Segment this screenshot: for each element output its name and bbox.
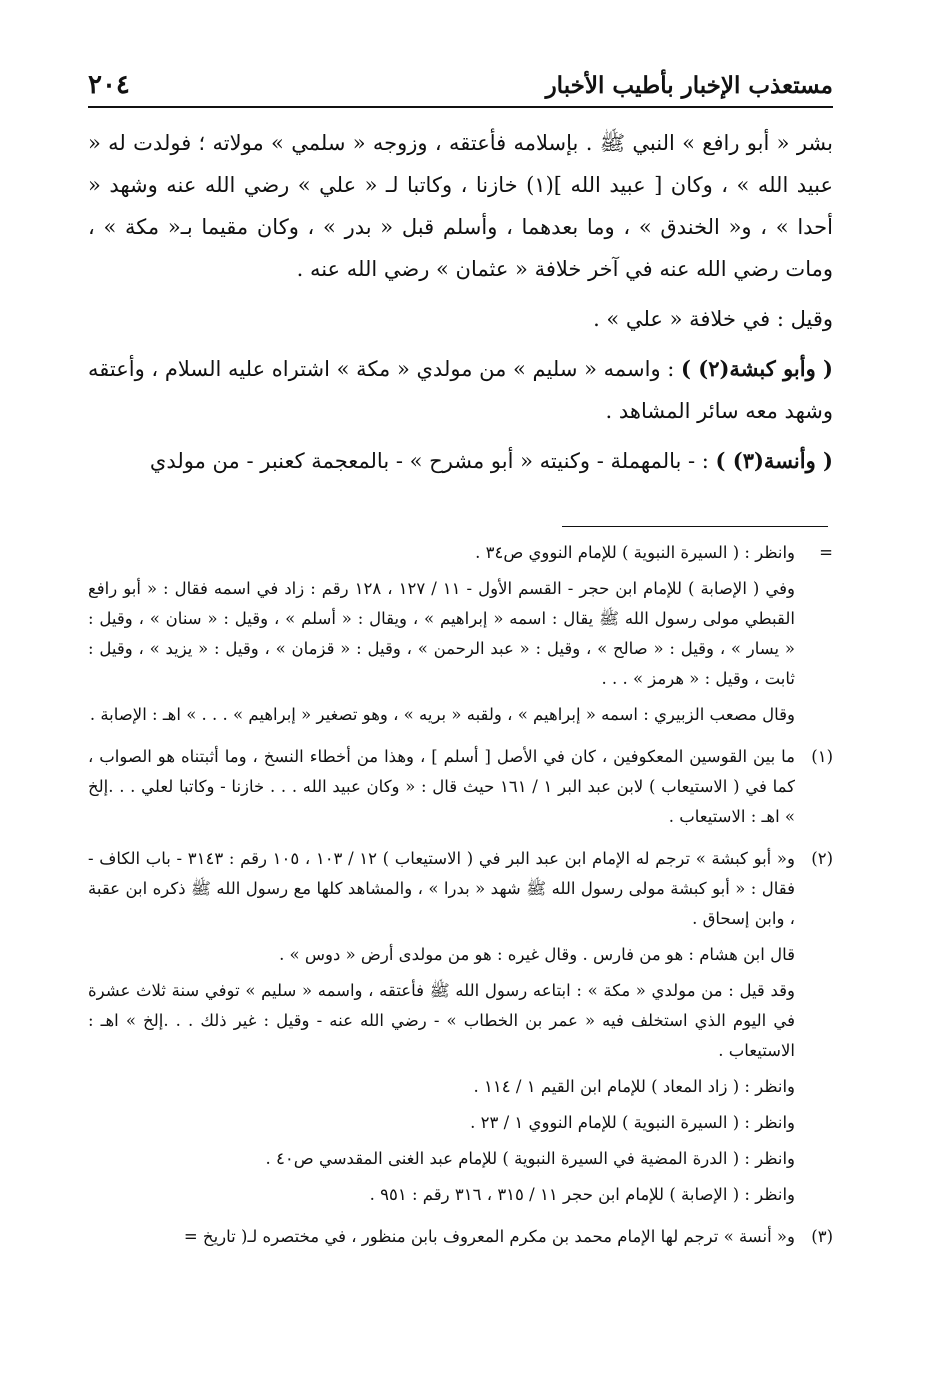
footnote-1: [88, 742, 833, 838]
footnote-divider: [562, 526, 828, 527]
footnote-line: وفي ( الإصابة ) للإمام ابن حجر - القسم الأول - ١١ / ١٢٧ ، ١٢٨ رقم : زاد في اسمه فقال : « أبو رافع القبطي مولى رسول الله ﷺ يقال : اسمه « إبراهيم » ، ويقال : « أسلم » ، وقيل : « سنان » ، وقيل : « يسار » ، وقيل : « صالح » ، وقيل : « عبد الرحمن » ، وقيل : « قزمان » ، وقيل : « يزيد » ، وقيل : ثابت ، وقيل : « هرمز » . . .: [88, 579, 795, 688]
footnote-continuation: [88, 538, 833, 736]
footnote-line: و« أبو كبشة » ترجم له الإمام ابن عبد البر في ( الاستيعاب ) ١٢ / ١٠٣ ، ١٠٥ رقم : ٣١٤٣ - باب الكاف - فقال : « أبو كبشة مولى رسول الله ﷺ شهد « بدرا » ، والمشاهد كلها مع رسول الله ﷺ ذكره ابن عقبة ، وابن إسحاق .: [88, 849, 795, 928]
page-header: [88, 64, 833, 108]
footnote-number: (٣): [811, 1227, 833, 1246]
running-title: مستعذب الإخبار بأطيب الأخبار: [545, 71, 833, 99]
footnote-continuation-marker: =: [819, 543, 833, 562]
footnote-line: وانظر : ( زاد المعاد ) للإمام ابن القيم ١ / ١١٤ .: [473, 1077, 795, 1096]
paragraph-khilafat-ali: وقيل : في خلافة « علي » .: [593, 307, 833, 331]
entry-text-anasa: : - بالمهملة - وكنيته « أبو مشرح » - بالمعجمة كعنبر - من مولدي: [149, 449, 716, 473]
paragraph-abu-kabsha: [88, 348, 833, 432]
main-text: [88, 122, 833, 490]
footnotes: [88, 538, 833, 1264]
footnote-line: وانظر : ( الإصابة ) للإمام ابن حجر ١١ / ٣١٥ ، ٣١٦ رقم : ٩٥١ .: [369, 1185, 795, 1204]
footnote-line: ما بين القوسين المعكوفين ، كان في الأصل [ أسلم ] ، وهذا من أخطاء النسخ ، وما أثبتناه هو الصواب ، كما في ( الاستيعاب ) لابن عبد البر ١ / ١٦١ حيث قال : « وكان عبيد الله . . . خازنا - وكاتبا لعلي . . .إلخ » اهـ : الاستيعاب .: [88, 747, 795, 826]
footnote-line: وانظر : ( الدرة المضية في السيرة النبوية ) للإمام عبد الغنى المقدسي ص٤٠ .: [265, 1149, 795, 1168]
entry-heading-anasa: ( وأنسة(٣) ): [715, 448, 833, 473]
footnote-line: وانظر : ( السيرة النبوية ) للإمام النووي ١ / ٢٣ .: [470, 1113, 795, 1132]
footnote-3: [88, 1222, 833, 1258]
entry-text-abu-kabsha: : واسمه « سليم » من مولدي « مكة » اشتراه عليه السلام ، وأعتقه وشهد معه سائر المشاهد .: [88, 357, 833, 423]
footnote-line: وانظر : ( السيرة النبوية ) للإمام النووي ص٣٤ .: [475, 543, 795, 562]
paragraph-abu-rafi: بشر « أبو رافع » النبي ﷺ . بإسلامه فأعتقه ، وزوجه « سلمي » مولاته ؛ فولدت له « عبيد الله » ، وكان [ عبيد الله ](١) خازنا ، وكاتبا لـ « علي » رضي الله عنه وشهد « أحدا » ، و« الخندق » ، وما بعدهما ، وأسلم قبل « بدر » ، وكان مقيما بـ« مكة » ، ومات رضي الله عنه في آخر خلافة « عثمان » رضي الله عنه .: [88, 131, 833, 281]
footnote-line: وقد قيل : من مولدي « مكة » : ابتاعه رسول الله ﷺ فأعتقه ، واسمه « سليم » توفي سنة ثلاث عشرة في اليوم الذي استخلف فيه « عمر بن الخطاب » - رضي الله عنه - وقيل : غير ذلك . . .إلخ » اهـ : الاستيعاب .: [88, 981, 795, 1060]
footnote-2: [88, 844, 833, 1216]
entry-heading-abu-kabsha: ( وأبو كبشة(٢) ): [681, 356, 833, 381]
footnote-line: قال ابن هشام : هو من فارس . وقال غيره : هو من مولدى أرض « دوس » .: [279, 945, 795, 964]
paragraph-anasa: [88, 440, 833, 482]
footnote-number: (٢): [811, 849, 833, 868]
footnote-line: وقال مصعب الزبيري : اسمه « إبراهيم » ، ولقبه « بريه » ، وهو تصغير « إبراهيم » . . . » اهـ : الإصابة .: [89, 705, 795, 724]
footnote-number: (١): [811, 747, 833, 766]
footnote-line: و« أنسة » ترجم لها الإمام محمد بن مكرم المعروف بابن منظور ، في مختصره لـ( تاريخ =: [183, 1227, 795, 1246]
page-number: ٢٠٤: [88, 70, 130, 100]
